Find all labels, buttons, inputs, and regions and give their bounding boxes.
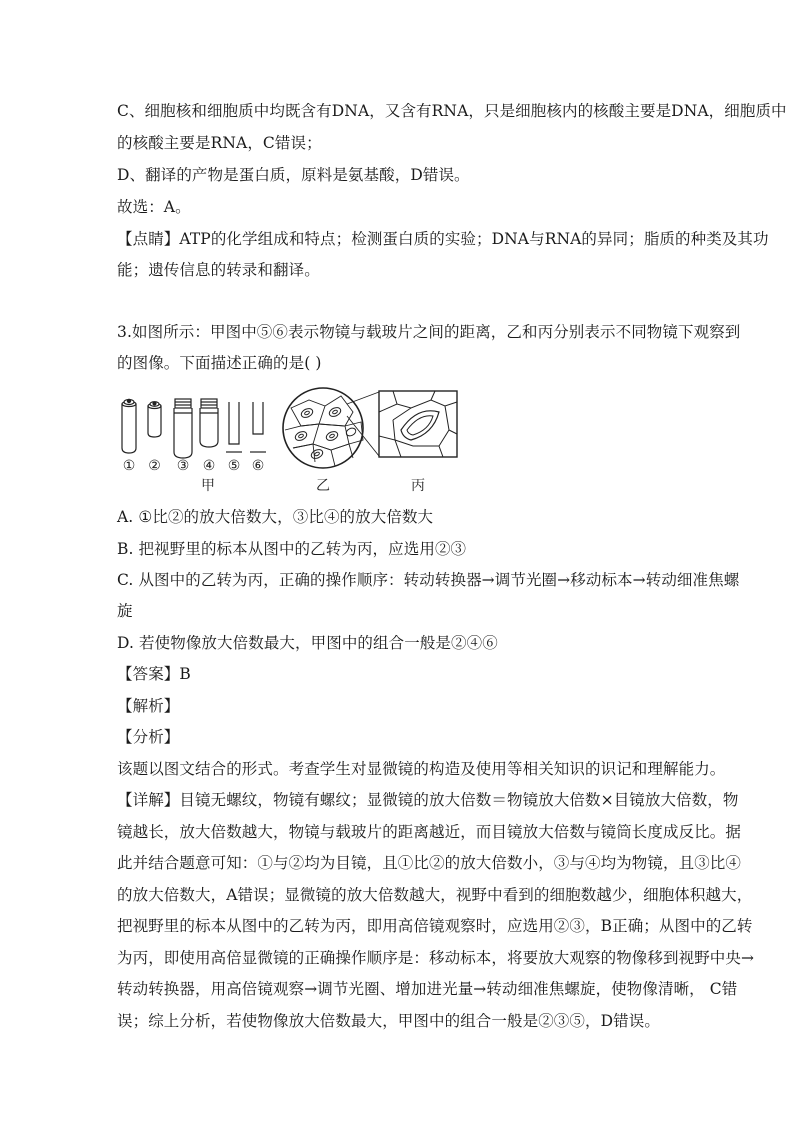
detail-text: 为丙，即使用高倍显微镜的正确操作顺序是：移动标本，将要放大观察的物像移到视野中央→: [117, 949, 755, 967]
lens-number: ⑤: [227, 458, 241, 474]
detail-text: 镜越长，放大倍数越大，物镜与载玻片的距离越近，而目镜放大倍数与镜筒长度成反比。据: [117, 823, 742, 841]
objective-4: [200, 399, 218, 447]
lens-number: ⑥: [251, 458, 265, 474]
figure-label-jia: 甲: [201, 478, 215, 494]
distance-5: [226, 402, 242, 452]
detail-text: 的放大倍数大，A错误；显微镜的放大倍数越大，视野中看到的细胞数越少，细胞体积越大，: [117, 886, 753, 904]
objective-3: [174, 399, 192, 458]
question-stem: 3.如图所示：甲图中⑤⑥表示物镜与载玻片之间的距离，乙和丙分别表示不同物镜下观察到: [117, 323, 741, 341]
detail-text: 把视野里的标本从图中的乙转为丙，即用高倍镜观察时，应选用②③，B正确；从图中的乙转: [117, 917, 753, 935]
answer: 【答案】B: [117, 665, 191, 683]
text-line: D、翻译的产物是蛋白质，原料是氨基酸，D错误。: [117, 166, 470, 184]
detail-text: 误；综上分析，若使物像放大倍数最大，甲图中的组合一般是②③⑤，D错误。: [117, 1012, 660, 1030]
field-of-view-bing: [379, 391, 457, 457]
lens-number: ③: [176, 458, 190, 474]
text-line: 【点睛】ATP的化学组成和特点；检测蛋白质的实验；DNA与RNA的异同；脂质的种类及其功: [117, 230, 769, 248]
lens-number: ②: [148, 458, 161, 474]
text-line: 该题以图文结合的形式。考查学生对显微镜的构造及使用等相关知识的识记和理解能力。: [117, 760, 726, 778]
analysis-subheading: 【分析】: [117, 728, 180, 746]
analysis-heading: 【解析】: [117, 697, 180, 715]
option-c: C. 从图中的乙转为丙，正确的操作顺序：转动转换器→调节光圈→移动标本→转动细准焦螺: [117, 571, 740, 589]
option-d: D. 若使物像放大倍数最大，甲图中的组合一般是②④⑥: [117, 634, 498, 652]
option-c: 旋: [117, 602, 133, 620]
eyepiece-2: [148, 402, 161, 437]
distance-6: [250, 402, 266, 452]
text-line: C、细胞核和细胞质中均既含有DNA，又含有RNA，只是细胞核内的核酸主要是DNA，细胞质中: [117, 102, 787, 120]
figure-label-yi: 乙: [316, 478, 330, 494]
figure-label-bing: 丙: [411, 478, 425, 494]
text-line: 能；遗传信息的转录和翻译。: [117, 261, 320, 279]
field-of-view-yi: [283, 388, 379, 468]
text-line: 故选：A。: [117, 198, 191, 216]
option-a: A. ①比②的放大倍数大，③比④的放大倍数大: [117, 508, 434, 526]
lens-number: ④: [202, 458, 216, 474]
question-stem: 的图像。下面描述正确的是( ): [117, 354, 322, 372]
microscope-figure: [113, 386, 463, 496]
text-line: 的核酸主要是RNA，C错误；: [117, 134, 322, 152]
eyepiece-1: [122, 399, 136, 453]
lens-number: ①: [122, 458, 136, 474]
detail-text: 转动转换器，用高倍镜观察→调节光圈、增加进光量→转动细准焦螺旋，使物像清晰， C错: [117, 980, 738, 998]
detail-text: 【详解】目镜无螺纹，物镜有螺纹；显微镜的放大倍数＝物镜放大倍数×目镜放大倍数，物: [117, 791, 739, 809]
detail-text: 此并结合题意可知：①与②均为目镜，且①比②的放大倍数小，③与④均为物镜，且③比④: [117, 854, 742, 872]
option-b: B. 把视野里的标本从图中的乙转为丙，应选用②③: [117, 540, 467, 558]
